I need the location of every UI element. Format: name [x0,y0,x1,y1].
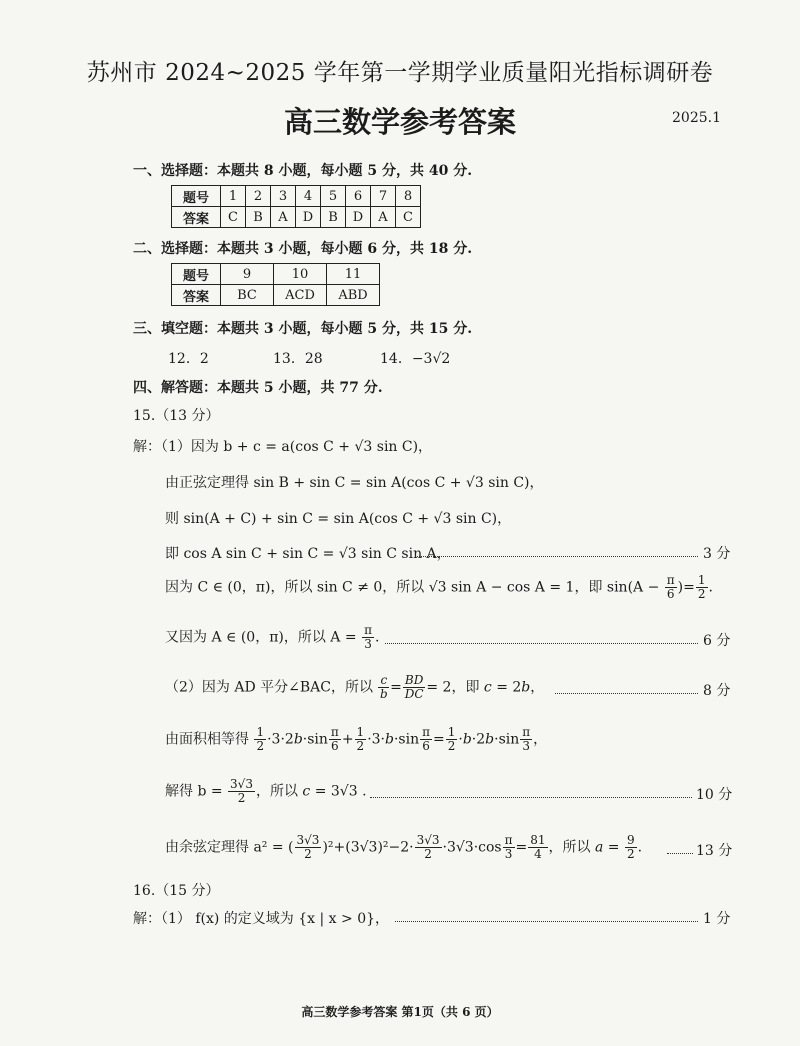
table-cell: ACD [274,285,327,306]
fraction: $\frac{\pi}{3}$ [504,833,513,861]
score-label: 1 分 [703,911,731,927]
score-leader [385,643,698,644]
score-leader [415,556,698,557]
q15-line-text: 解得 b = [165,783,228,800]
table-cell: 2 [246,186,271,207]
q15-line-text: 因为 C ∈ (0，π)，所以 sin C ≠ 0，所以 √3 sin A − cos A = 1，即 sin(A − [165,579,664,596]
score-label: 3 分 [703,546,731,562]
q16-label: 16.（15 分） [133,883,220,899]
table-cell: A [271,207,296,228]
fraction: $\frac{\pi}{6}$ [330,725,339,753]
table-row [172,207,421,228]
score-label: 13 分 [696,843,733,859]
q15-line: 由余弦定理得 a² = ( $\frac{3√3}{2}$ )²+(3√3)²−2· $\frac{3√3}{2}$ ·3√3·cos $\frac{\pi}{3}$ = $\frac{81}{4}$ ，所以 a = $\frac{9}{2}$ . [165,833,643,861]
table-cell: 8 [396,186,421,207]
fraction: $\frac{3√3}{2}$ [230,777,253,805]
table-cell: 1 [221,186,246,207]
score-leader [555,693,698,694]
table-cell: C [396,207,421,228]
score-label: 6 分 [703,633,731,649]
table-row [172,264,380,285]
table-cell: 4 [296,186,321,207]
q16-line: 解：（1） f(x) 的定义域为 {x | x > 0}， [133,911,390,927]
page-title: 高三数学参考答案 [283,105,516,139]
score-leader [667,853,693,854]
fill-answer-12: 12．2 [168,351,209,367]
table-cell: B [246,207,271,228]
table-row [172,186,421,207]
q15-label: 15.（13 分） [133,408,220,424]
fraction: $\frac{1}{2}$ [356,725,365,753]
table-cell: D [296,207,321,228]
table-cell: BC [221,285,274,306]
table-cell: D [346,207,371,228]
fraction: $\frac{1}{2}$ [447,725,456,753]
answer-table-1 [171,185,421,228]
fill-answer-13: 13．28 [273,351,323,367]
table-cell: 题号 [172,264,221,285]
score-label: 8 分 [703,683,731,699]
exam-date: 2025.1 [672,110,721,126]
table-cell: 答案 [172,285,221,306]
score-leader [395,921,698,922]
table-cell: A [371,207,396,228]
section4-heading: 四、解答题：本题共 5 小题，共 77 分. [133,380,383,396]
score-leader [370,797,692,798]
q15-line-text: （2）因为 AD 平分∠BAC，所以 [165,679,378,696]
table-cell: C [221,207,246,228]
q15-line: 即 cos A sin C + sin C = √3 sin C sin A， [165,546,451,562]
exam-title: 苏州市 2024~2025 学年第一学期学业质量阳光指标调研卷 [86,60,714,86]
fraction: $\frac{\pi}{3}$ [522,725,531,753]
q15-line-text: 由余弦定理得 a² = [165,839,289,856]
page-footer: 高三数学参考答案 第1页（共 6 页） [301,1005,499,1019]
q15-line: 又因为 A ∈ (0，π)，所以 A = $\frac{\pi}{3}$ . [165,623,380,651]
fill-answer-14: 14．−3√2 [380,351,451,367]
fraction: $\frac{BD}{DC}$ [404,673,424,701]
q15-line-text: 又因为 A ∈ (0，π)，所以 A = [165,629,362,646]
q15-line-text: 由面积相等得 [165,731,254,748]
q15-line: （2）因为 AD 平分∠BAC，所以 $\frac{c}{b}$ = $\frac{BD}{DC}$ = 2，即 c = 2b， [165,673,545,701]
table-cell: 题号 [172,186,221,207]
table-cell: 3 [271,186,296,207]
q15-line: 解：（1）因为 b + c = a(cos C + √3 sin C)， [133,439,433,455]
section1-heading: 一、选择题：本题共 8 小题，每小题 5 分，共 40 分. [133,163,473,179]
fraction: $\frac{81}{4}$ [530,833,546,861]
fraction: $\frac{3√3}{2}$ [416,833,440,861]
section2-heading: 二、选择题：本题共 3 小题，每小题 6 分，共 18 分. [133,241,473,257]
q15-line: 由正弦定理得 sin B + sin C = sin A(cos C + √3 sin C)， [165,475,544,491]
table-cell: B [321,207,346,228]
table-cell: 11 [327,264,380,285]
q15-line: 因为 C ∈ (0，π)，所以 sin C ≠ 0，所以 √3 sin A − cos A = 1，即 sin(A − $\frac{\pi}{6}$ )= $\frac{1}{2}$ . [165,573,713,601]
table-cell: ABD [327,285,380,306]
fraction: $\frac{3√3}{2}$ [296,833,320,861]
q15-line: 则 sin(A + C) + sin C = sin A(cos C + √3 sin C)， [165,511,512,527]
q15-line: 解得 b = $\frac{3√3}{2}$ ，所以 c = 3√3 . [165,777,367,805]
section3-heading: 三、填空题：本题共 3 小题，每小题 5 分，共 15 分. [133,321,473,337]
fraction: $\frac{\pi}{3}$ [364,623,372,651]
fraction: $\frac{\pi}{6}$ [666,573,675,601]
score-label: 10 分 [696,787,733,803]
table-cell: 10 [274,264,327,285]
table-cell: 5 [321,186,346,207]
fraction: $\frac{1}{2}$ [256,725,265,753]
table-cell: 答案 [172,207,221,228]
fraction: $\frac{1}{2}$ [697,573,706,601]
fraction: $\frac{\pi}{6}$ [422,725,430,753]
answer-table-2 [171,263,380,306]
fraction: $\frac{c}{b}$ [379,673,388,701]
fraction: $\frac{9}{2}$ [626,833,635,861]
table-cell: 9 [221,264,274,285]
table-cell: 7 [371,186,396,207]
table-row [172,285,380,306]
table-cell: 6 [346,186,371,207]
q15-line: 由面积相等得 $\frac{1}{2}$ ·3·2b·sin $\frac{\pi}{6}$ + $\frac{1}{2}$ ·3·b·sin $\frac{\pi}{6}$ = $\frac{1}{2}$ ·b·2b·sin $\frac{\pi}{3}$ ， [165,725,548,753]
